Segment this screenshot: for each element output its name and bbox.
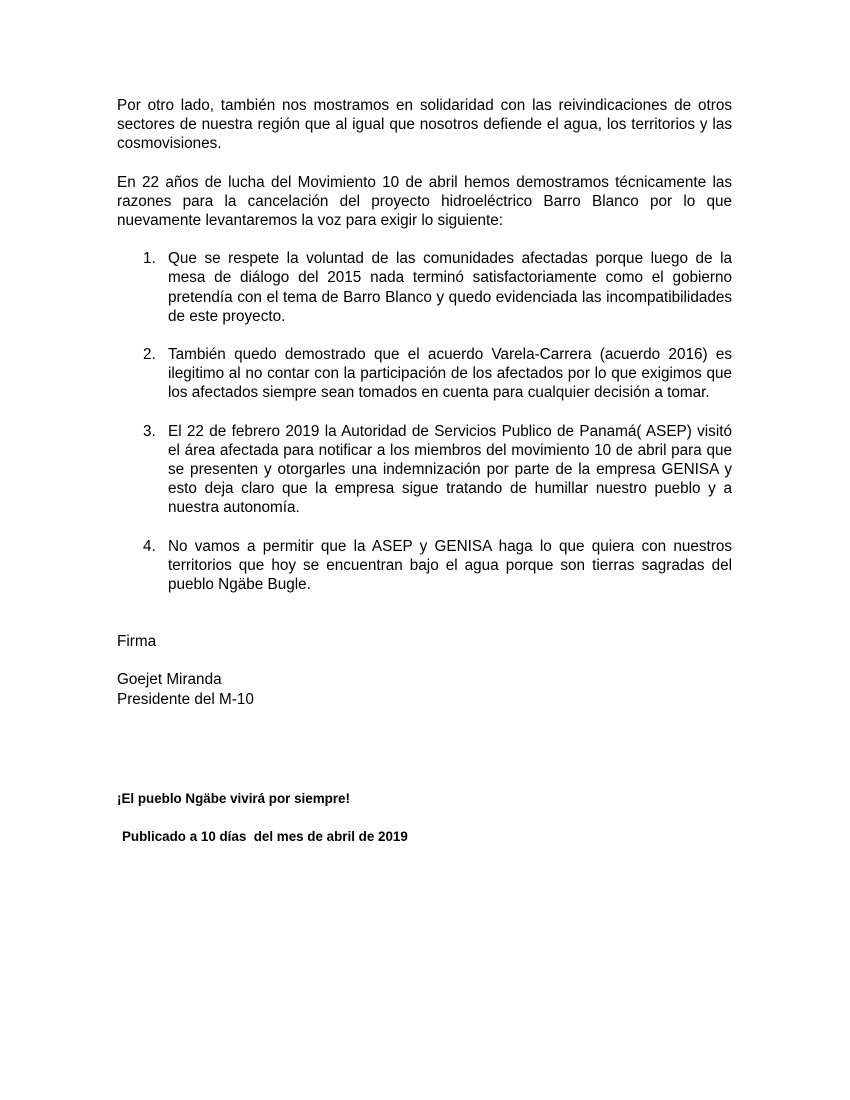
paragraph-solidarity: Por otro lado, también nos mostramos en solidaridad con las reivindicaciones de otros sectores de nuestra región que al igual que nosotros defiende el agua, los territorios y las cosmovisiones. xyxy=(117,97,732,153)
list-item xyxy=(117,422,732,518)
list-item xyxy=(117,537,732,595)
paragraph-struggle: En 22 años de lucha del Movimiento 10 de abril hemos demostramos técnicamente las razones para la cancelación del proyecto hidroeléctrico Barro Blanco por lo que nuevamente levantaremos la voz para exigir lo siguiente: xyxy=(117,173,732,230)
signature-label: Firma xyxy=(117,633,157,651)
publication-date: Publicado a 10 días del mes de abril de 2019 xyxy=(122,829,408,844)
list-item-text: Que se respete la voluntad de las comunidades afectadas porque luego de la mesa de diálogo del 2015 nada terminó satisfactoriamente como el gobierno pretendía con el tema de Barro Blanco y quedo evidenciada las incompatibilidades de este proyecto. xyxy=(168,250,732,325)
closing-motto: ¡El pueblo Ngäbe vivirá por siempre! xyxy=(117,791,350,806)
signature-block xyxy=(117,632,732,709)
list-item-text: El 22 de febrero 2019 la Autoridad de Servicios Publico de Panamá( ASEP) visitó el área afectada para notificar a los miembros del movimiento 10 de abril para que se presenten y otorgarles una indemnización por parte de la empresa GENISA y esto deja claro que la empresa sigue tratando de humillar nuestro pueblo y a nuestra autonomía. xyxy=(168,422,732,517)
list-item-number: 3. xyxy=(143,422,156,440)
list-item xyxy=(117,345,732,403)
list-item xyxy=(117,249,732,326)
list-item-number: 1. xyxy=(143,250,156,268)
signatory-title: Presidente del M-10 xyxy=(117,690,254,708)
list-item-text: No vamos a permitir que la ASEP y GENISA haga lo que quiera con nuestros territorios que hoy se encuentran bajo el agua porque son tierras sagradas del pueblo Ngäbe Bugle. xyxy=(168,537,732,594)
list-item-number: 2. xyxy=(143,346,156,364)
list-item-text: También quedo demostrado que el acuerdo Varela-Carrera (acuerdo 2016) es ilegitimo al no contar con la participación de los afectados por lo que exigimos que los afectados siempre sean tomados en cuenta para cualquier decisión a tomar. xyxy=(168,346,732,402)
list-item-number: 4. xyxy=(143,537,156,555)
demands-list xyxy=(117,249,732,594)
signatory-name: Goejet Miranda xyxy=(117,671,222,689)
document-body xyxy=(117,96,732,709)
